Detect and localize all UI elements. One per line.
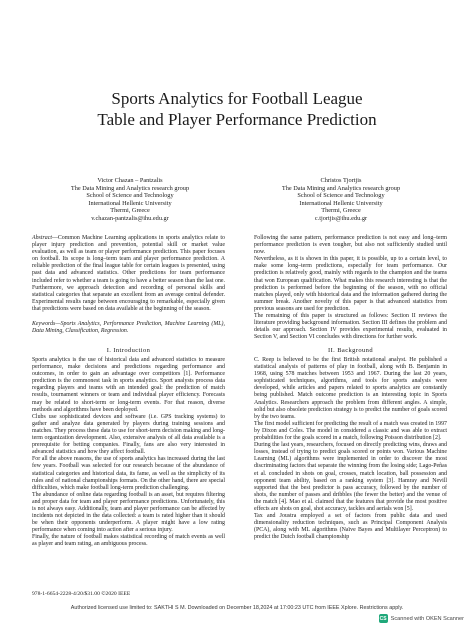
author-location: Thermi, Greece [110, 207, 150, 215]
paragraph: Nevertheless, as it is shown in this paper, it is possible, up to a certain level, to make some long–term predictions, especially for team performance. Our prediction is relatively good, mainly with regards to the champion and the teams that won European qualification. What makes this research interesting is that the prediction is performed before the beginning of the season, with no official matches played, only with historical data and the information gathered during the summer break. Another novelty of this paper is that advanced statistics from previous seasons are used for prediction. [254, 256, 447, 312]
author-affiliation: The Data Mining and Analytics research group [281, 184, 401, 192]
author-affiliation: The Data Mining and Analytics research group [70, 184, 190, 192]
keywords-label: Keywords [32, 321, 56, 327]
paragraph: Finally, the nature of football makes statistical recording of match events as well as player and team rating, an ambiguous process. [32, 534, 225, 548]
section-heading-introduction: I. Introduction [106, 347, 151, 354]
authorized-use-notice: Authorized licensed use limited to: SAKTHI S M. Downloaded on December 18,2024 at 17:00:23 UTC from IEEE Xplore. Restrictions apply. [70, 605, 404, 611]
author-university: International Hellenic University [88, 199, 172, 207]
keywords [32, 321, 225, 335]
paper-title [40, 88, 434, 130]
paper-title-line-1: Sports Analytics for Football League [111, 89, 363, 108]
abstract-label: Abstract [32, 235, 52, 241]
author-university: International Hellenic University [299, 199, 383, 207]
author-location: Thermi, Greece [321, 207, 361, 215]
scanner-watermark [379, 614, 464, 623]
paragraph: Sports analytics is the use of historical data and advanced statistics to measure performance, make decisions and predictions regarding performance and outcomes, in order to gain an advantage over competitors [1]. Performance prediction is the commonest task in sports analytics. Sport analysts process data regarding players and teams with an intended goal: the prediction of match results, tournament winners or team and individual player efficiency. Forecasts may be related to short-term or long-term events. For that reason, diverse methods and algorithms have been deployed. [32, 357, 225, 413]
author-block-1 [45, 177, 215, 223]
introduction-continued [254, 235, 447, 341]
keywords-text: —Sports Analytics, Performance Prediction, Machine Learning (ML), Data Mining, Classification, Regression. [32, 321, 225, 335]
paragraph: The remaining of this paper is structured as follows: Section II reviews the literature providing background information. Section III defines the problem and details our approach. Section IV provides experimental results, evaluated in Section V, and Section VI concludes with directions for further work. [254, 313, 447, 341]
author-email: v.chazan-pantzalis@ihu.edu.gr [91, 214, 169, 222]
author-email: c.tjortjis@ihu.edu.gr [314, 214, 368, 222]
paragraph: For all the above reasons, the use of sports analytics has increased during the last few years. Football was selected for our research because of the abundance of statistical categories and historical data, its fame, as well as the simplicity of its rules and of national championships formats. On the other hand, there are special difficulties, which make football long-term prediction challenging. [32, 456, 225, 491]
section-heading-background: II. Background [328, 347, 373, 354]
scanner-logo-icon: CS [379, 615, 387, 622]
copyright-footer: 978-1-6654-2228-4/20/$31.00 ©2020 IEEE [32, 591, 131, 597]
paragraph: C. Reep is believed to be the first British notational analyst. He published a statistical analysis of patterns of play in football, along with B. Benjamin in 1968, using 578 matches between 1953 and 1967. During the last 20 years, sophisticated techniques, algorithms, and tools for sports analysis were developed, while articles and papers related to sports analytics are constantly being published. Match outcome prediction is an interesting topic in Sports Analytics. Researchers approach the problem from different angles. A simple, solid but also obsolete prediction strategy is to predict the number of goals scored by the two teams. [254, 357, 447, 420]
paragraph: During the last years, researchers, focused on directly predicting wins, draws and losses, instead of trying to predict goals scored or points won. Various Machine Learning (ML) algorithms were implemented in order to discover the most discriminating factors that separate the winning from the losing side; Lago-Peñas et al. concluded in shots on goal, crosses, match location, ball possession and opponent team ability, based on a ranking system [3]. Hamray and Nevill supported that the best predictor is pass accuracy, followed by the number of shots, the number of passes and dribbles (the fewer the better) and the venue of the match [4]. Mao et al. claimed that the features that provide the most positive effects are shots on goal, shot accuracy, tackles and aerials won [5]. [254, 442, 447, 512]
abstract [32, 235, 225, 313]
paragraph: Clubs use sophisticated devices and software (i.e. GPS tracking systems) to gather and analyze data generated by players during training sessions and matches. They process these data to use for short-term decision making and long-term organization development. Also, extensive analysis of all data available is a prerequisite for betting companies. Finally, fans are also very interested in advanced statistics and how they affect football. [32, 413, 225, 456]
introduction-body [32, 357, 225, 549]
background-body [254, 357, 447, 541]
scanner-text: Scanned with OKEN Scanner [390, 615, 464, 622]
paper-title-line-2: Table and Player Performance Prediction [97, 110, 377, 129]
author-school: School of Science and Technology [86, 192, 174, 200]
author-block-2 [256, 177, 426, 223]
author-name: Victor Chazan – Pantzalis [97, 177, 163, 184]
paragraph: Tax and Joustra employed a set of factors from public data and used dimensionality reduction techniques, such as Principal Component Analysis (PCA), along with ML algorithms (Naïve Bayes and Multilayer Perceptron) to predict the Dutch football championship [254, 513, 447, 541]
author-school: School of Science and Technology [297, 192, 385, 200]
paragraph: The first model sufficient for predicting the result of a match was created in 1997 by Dixon and Coles. The model in considered a classic and was able to extract probabilities for the goals scored in a match, following Poisson distribution [2]. [254, 420, 447, 442]
author-name: Christos Tjortjis [320, 177, 362, 184]
paragraph: Following the same pattern, performance prediction is not easy and long–term performance prediction is even tougher, but also not sufficiently studied until now. [254, 235, 447, 256]
paragraph: The abundance of online data regarding football is an asset, but requires filtering and proper data for team and player performance predictions. Unfortunately, this is not always easy. Additionally, team and player performance can be affected by incidents not depicted in the data collected: a team is rated higher than it should be when their opponents underperform. A player might have a low rating performance when coming into action after a serious injury. [32, 491, 225, 534]
abstract-text: —Common Machine Learning applications in sports analytics relate to player injury prediction and prevention, potential skill or market value evaluation, as well as team or player performance prediction. This paper focuses on football. Its scope is long–term team and player performance prediction. A reliable prediction of the final league table for certain leagues is presented, using past data and advanced statistics. Other predictions for team performance included refer to whether a team is going to have a better season than the last one. Furthermore, we approach detection and recording of personal skills and statistical categories that separate an excellent from an average central defender. Experimental results range between encouraging to remarkable, especially given that predictions were based on data available at the beginning of the season. [32, 235, 225, 312]
